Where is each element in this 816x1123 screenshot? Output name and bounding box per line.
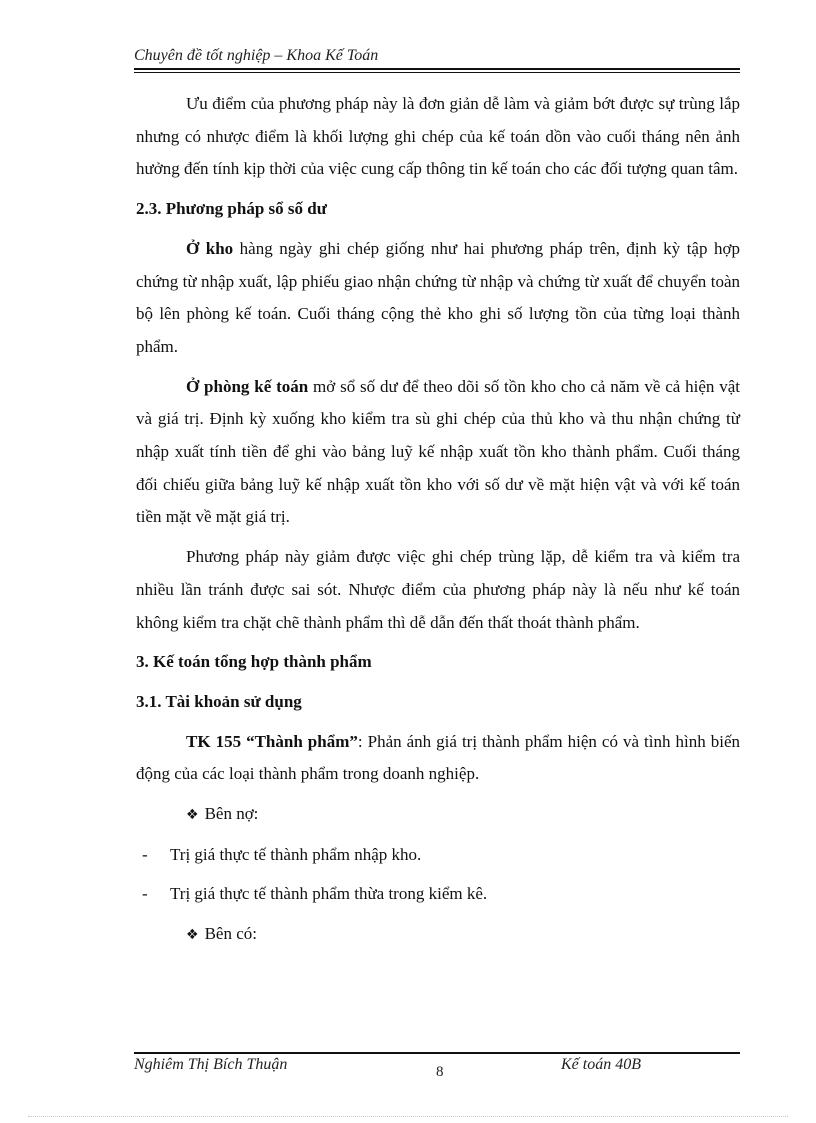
diamond-bullet-icon: ❖ [186,807,199,824]
paragraph-tk155-lead: TK 155 “Thành phẩm” [186,731,358,751]
bullet-debit-side [136,798,740,832]
header-rule-thin [134,72,740,73]
heading-3-1: 3.1. Tài khoản sử dụng [136,691,302,711]
page-header-title: Chuyên đề tốt nghiệp – Khoa Kế Toán [134,47,379,64]
footer-rule [134,1052,740,1054]
paragraph-warehouse [136,233,740,364]
paragraph-method-evaluation: Phương pháp này giảm được việc ghi chép trùng lặp, dễ kiểm tra và kiểm tra nhiều lần tránh được sai sót. Nhược điểm của phương pháp này là nếu như kế toán không kiểm tra chặt chẽ thành phẩm thì dễ dẫn đến thất thoát thành phẩm. [136,547,740,632]
bullet-credit-side [136,918,740,952]
dash-item-text: Trị giá thực tế thành phẩm nhập kho. [170,844,422,864]
diamond-bullet-icon: ❖ [186,927,199,944]
dash-marker: - [142,884,148,904]
dash-item [136,839,740,872]
header-rule-thick [134,68,740,70]
document-body [136,88,740,959]
paragraph-advantages: Ưu điểm của phương pháp này là đơn giản dễ làm và giảm bớt được sự trùng lắp nhưng có nhược điểm là khối lượng ghi chép của kế toán dồn vào cuối tháng nên ảnh hưởng đến tính kịp thời của việc cung cấp thông tin kế toán cho các đối tượng quan tâm. [136,94,740,179]
page-number: 8 [436,1064,444,1080]
bullet-debit-label: Bên nợ: [204,804,259,824]
bullet-credit-label: Bên có: [204,924,257,944]
page-bottom-divider [28,1116,788,1117]
paragraph-warehouse-text: hàng ngày ghi chép giống như hai phương pháp trên, định kỳ tập hợp chứng từ nhập xuất, lập phiếu giao nhận chứng từ nhập và chứng từ xuất để chuyển toàn bộ lên phòng kế toán. Cuối tháng cộng thẻ kho ghi số lượng tồn của từng loại thành phẩm. [136,238,740,356]
paragraph-tk155 [136,726,740,791]
paragraph-accounting-dept-text: mở sổ số dư để theo dõi số tồn kho cho cả năm về cả hiện vật và giá trị. Định kỳ xuống kho kiểm tra sù ghi chép của thủ kho và thu nhận chứng từ nhập xuất tính tiền để ghi vào bảng luỹ kế nhập xuất tồn kho thành phẩm. Cuối tháng đối chiếu giữa bảng luỹ kế nhập xuất tồn kho với số dư về mặt hiện vật và với kế toán tiền mặt về mặt giá trị. [136,376,741,527]
dash-item [136,878,740,911]
paragraph-warehouse-lead: Ở kho [186,238,234,258]
footer-author: Nghiêm Thị Bích Thuận [134,1056,288,1073]
paragraph-accounting-dept-lead: Ở phòng kế toán [186,376,309,396]
heading-2-3: 2.3. Phương pháp sổ số dư [136,199,327,219]
footer-class: Kế toán 40B [561,1056,641,1073]
paragraph-tk155-text: : Phản ánh giá trị thành phẩm hiện có và tình hình biến động của các loại thành phẩm trong doanh nghiệp. [136,731,740,784]
dash-item-text: Trị giá thực tế thành phẩm thừa trong kiểm kê. [170,884,488,904]
paragraph-accounting-dept [136,371,740,535]
dash-marker: - [142,844,148,864]
heading-3: 3. Kế toán tổng hợp thành phẩm [136,652,372,672]
